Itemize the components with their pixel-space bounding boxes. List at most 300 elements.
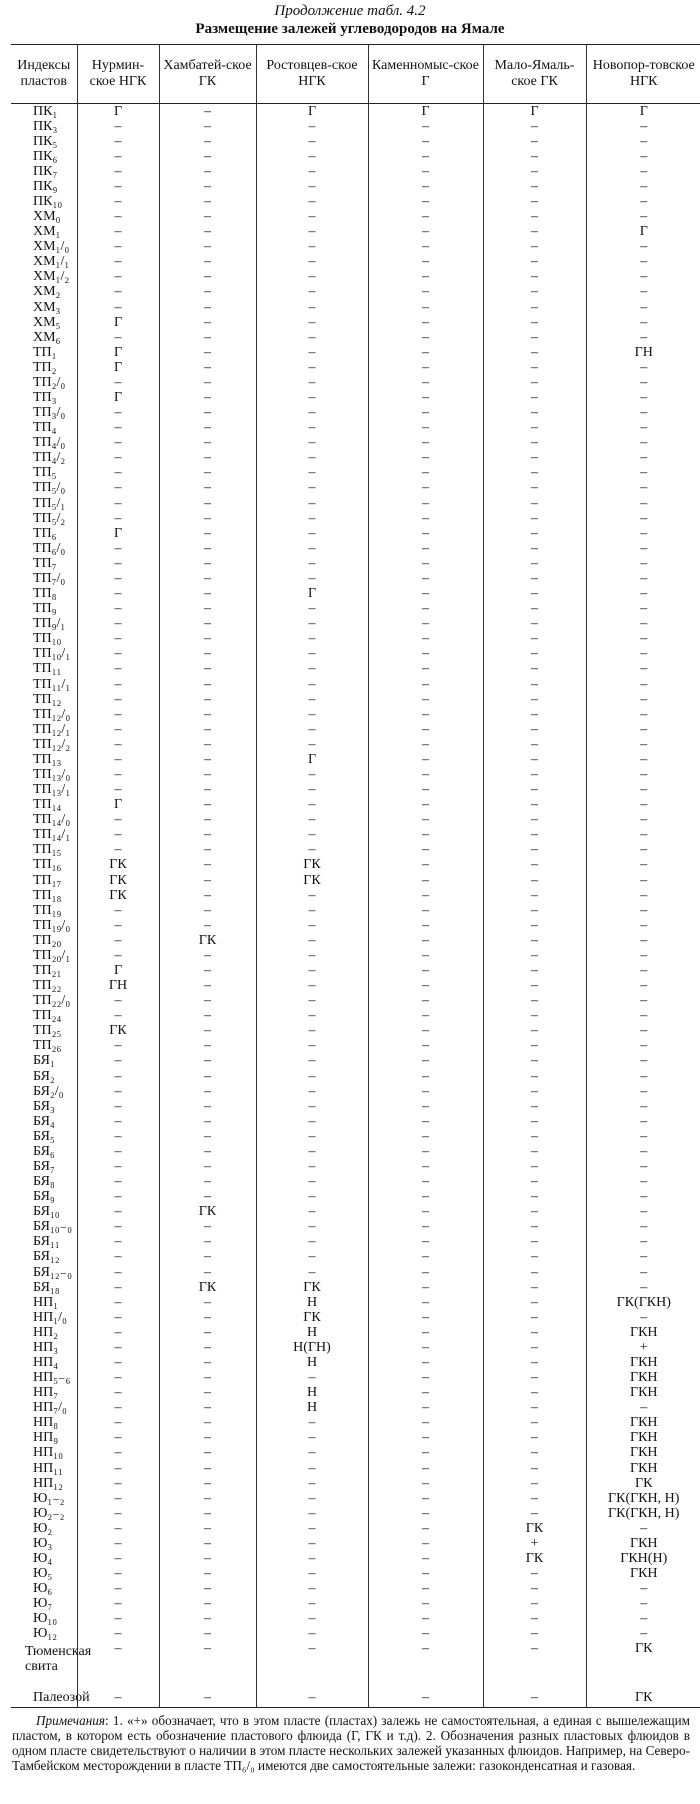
deposit-cell: –	[256, 1552, 368, 1567]
deposit-cell: –	[256, 1446, 368, 1461]
deposit-cell: –	[159, 390, 256, 405]
deposit-cell: –	[256, 164, 368, 179]
deposit-cell: –	[586, 1250, 700, 1265]
deposit-cell: –	[368, 1295, 483, 1310]
deposit-cell: –	[483, 345, 586, 360]
layer-index-cell: НП₁₀	[33, 1445, 63, 1461]
deposit-cell: –	[586, 300, 700, 315]
deposit-cell: Н	[256, 1295, 368, 1310]
layer-index-cell: Палеозой	[11, 1689, 77, 1708]
deposit-cell: –	[368, 1689, 483, 1708]
deposit-cell: –	[256, 315, 368, 330]
deposit-cell: –	[368, 1567, 483, 1582]
deposit-cell: ГК	[77, 888, 159, 903]
layer-index-cell: ХМ₁	[33, 224, 61, 240]
deposit-cell: –	[368, 1401, 483, 1416]
table-row	[11, 948, 700, 963]
deposit-cell: –	[368, 783, 483, 798]
table-row	[11, 828, 700, 843]
table-row	[11, 677, 700, 692]
deposit-cell: –	[483, 255, 586, 270]
deposit-cell: –	[256, 496, 368, 511]
deposit-cell: –	[483, 466, 586, 481]
layer-index-cell: ТП₆/₀	[33, 540, 66, 556]
deposit-cell: –	[159, 1325, 256, 1340]
table-row	[11, 104, 700, 120]
deposit-cell: Г	[77, 963, 159, 978]
deposit-cell: –	[586, 481, 700, 496]
deposit-cell: –	[256, 1144, 368, 1159]
layer-index-cell: Тюменская свита	[25, 1643, 92, 1674]
deposit-cell: –	[77, 1114, 159, 1129]
deposit-cell: –	[256, 1536, 368, 1551]
deposit-cell: –	[159, 843, 256, 858]
deposit-cell: –	[586, 979, 700, 994]
deposit-cell: –	[586, 783, 700, 798]
column-header: Ростовцев-ское НГК	[256, 45, 368, 104]
deposit-cell: –	[368, 1024, 483, 1039]
deposit-cell: –	[586, 360, 700, 375]
layer-index-cell: ТП₅	[33, 465, 57, 481]
deposit-cell: –	[368, 360, 483, 375]
deposit-cell: –	[256, 1069, 368, 1084]
deposit-cell: –	[77, 1536, 159, 1551]
deposit-cell: –	[77, 918, 159, 933]
deposit-cell: –	[77, 1401, 159, 1416]
deposit-cell: –	[159, 707, 256, 722]
layer-index-cell: ТП₁₀	[33, 631, 62, 647]
deposit-cell: –	[77, 1205, 159, 1220]
deposit-cell: –	[159, 360, 256, 375]
deposit-cell: ГК	[159, 1280, 256, 1295]
deposit-cell: –	[368, 858, 483, 873]
deposit-cell: ГК	[586, 1642, 700, 1689]
layer-index-cell: ТП₂₄	[33, 1008, 62, 1024]
table-row	[11, 1476, 700, 1491]
deposit-cell: ГК	[77, 1024, 159, 1039]
table-row	[11, 888, 700, 903]
deposit-cell: –	[586, 210, 700, 225]
deposit-cell: –	[483, 421, 586, 436]
deposit-cell: –	[368, 888, 483, 903]
layer-index-cell: ТП₄/₀	[33, 435, 66, 451]
layer-index-cell: Ю₂₋₂	[33, 1505, 65, 1521]
layer-index-cell: БЯ₂/₀	[33, 1083, 64, 1099]
deposit-cell: –	[159, 828, 256, 843]
deposit-cell: –	[368, 511, 483, 526]
deposit-cell: Н	[256, 1386, 368, 1401]
table-row	[11, 1461, 700, 1476]
deposit-cell: –	[586, 602, 700, 617]
deposit-cell: –	[159, 421, 256, 436]
table-row	[11, 1446, 700, 1461]
deposit-cell: –	[483, 692, 586, 707]
deposit-cell: –	[159, 647, 256, 662]
deposit-cell: –	[368, 225, 483, 240]
deposit-cell: –	[77, 1491, 159, 1506]
deposit-cell: –	[368, 421, 483, 436]
table-row	[11, 722, 700, 737]
deposit-cell: –	[586, 119, 700, 134]
deposit-cell: –	[159, 194, 256, 209]
layer-index-cell: БЯ₄	[33, 1113, 55, 1129]
table-title: Размещение залежей углеводородов на Ямале	[195, 21, 505, 37]
deposit-cell: Н(ГН)	[256, 1340, 368, 1355]
column-header: Новопор-товское НГК	[586, 45, 700, 104]
deposit-cell: –	[483, 963, 586, 978]
deposit-cell: –	[256, 994, 368, 1009]
deposit-cell: –	[368, 632, 483, 647]
deposit-cell: –	[368, 1340, 483, 1355]
deposit-cell: –	[159, 1597, 256, 1612]
deposit-cell: –	[586, 1159, 700, 1174]
layer-index-cell: ТП₂₂/₀	[33, 993, 71, 1009]
deposit-cell: –	[483, 888, 586, 903]
layer-index-cell: ХМ₅	[33, 314, 61, 330]
table-row	[11, 164, 700, 179]
layer-index-cell: НП₈	[33, 1415, 59, 1431]
layer-index-cell: ХМ₁/₁	[33, 254, 70, 270]
deposit-cell: –	[159, 541, 256, 556]
deposit-cell: –	[368, 662, 483, 677]
deposit-cell: –	[586, 632, 700, 647]
deposit-cell: –	[159, 617, 256, 632]
deposit-cell: –	[77, 602, 159, 617]
table-row	[11, 1220, 700, 1235]
deposit-cell: –	[483, 406, 586, 421]
deposit-cell: –	[586, 390, 700, 405]
table-row	[11, 1689, 700, 1708]
deposit-cell: –	[256, 194, 368, 209]
table-row	[11, 1295, 700, 1310]
table-row	[11, 1039, 700, 1054]
deposit-cell: –	[77, 767, 159, 782]
deposit-cell: ГК	[256, 1280, 368, 1295]
deposit-cell: –	[483, 571, 586, 586]
table-row	[11, 873, 700, 888]
deposit-cell: –	[368, 1009, 483, 1024]
deposit-cell: ГК	[483, 1552, 586, 1567]
deposit-cell: –	[77, 903, 159, 918]
deposit-cell: –	[368, 828, 483, 843]
deposit-cell: –	[483, 451, 586, 466]
layer-index-cell: Ю₅	[33, 1566, 53, 1582]
deposit-cell: –	[256, 511, 368, 526]
layer-index-cell: ТП₇	[33, 555, 57, 571]
layer-index-cell: ТП₃	[33, 390, 57, 406]
deposit-cell: –	[368, 1446, 483, 1461]
table-row	[11, 466, 700, 481]
deposit-cell: –	[586, 1084, 700, 1099]
deposit-cell: –	[159, 918, 256, 933]
deposit-cell: –	[256, 360, 368, 375]
deposit-cell: –	[159, 1552, 256, 1567]
layer-index-cell: ПК₁₀	[33, 194, 63, 209]
layer-index-cell: ТП₂₆	[33, 1038, 62, 1054]
deposit-cell: –	[77, 1521, 159, 1536]
deposit-cell: ГКН	[586, 1371, 700, 1386]
deposit-cell: –	[368, 767, 483, 782]
layer-index-cell: БЯ₃	[33, 1098, 55, 1114]
notes-label: Примечания	[36, 1713, 105, 1728]
deposit-cell: Г	[256, 104, 368, 120]
table-row	[11, 511, 700, 526]
layer-index-cell: Ю₁₀	[33, 1611, 58, 1627]
deposit-cell: –	[483, 481, 586, 496]
deposit-cell: –	[256, 602, 368, 617]
deposit-cell: –	[256, 466, 368, 481]
layer-index-cell: БЯ₁₀₋₀	[33, 1219, 72, 1235]
layer-index-cell: НП₇/₀	[33, 1400, 67, 1416]
layer-index-cell: БЯ₂	[33, 1068, 55, 1084]
deposit-cell: ГКН(Н)	[586, 1552, 700, 1567]
layer-index-cell: ТП₁₃/₀	[33, 766, 71, 782]
deposit-cell: –	[256, 225, 368, 240]
deposit-cell: –	[368, 406, 483, 421]
deposit-cell: –	[77, 1642, 159, 1689]
deposit-cell: –	[77, 1159, 159, 1174]
table-row	[11, 1612, 700, 1627]
deposit-cell: –	[159, 1536, 256, 1551]
layer-index-cell: НП₃	[33, 1339, 59, 1355]
deposit-cell: –	[368, 1506, 483, 1521]
table-row	[11, 632, 700, 647]
deposit-cell: –	[368, 1069, 483, 1084]
deposit-cell: –	[483, 1190, 586, 1205]
deposit-cell: Г	[256, 587, 368, 602]
deposit-cell: –	[483, 541, 586, 556]
deposit-cell: –	[256, 345, 368, 360]
deposit-cell: –	[586, 541, 700, 556]
deposit-cell: Г	[483, 104, 586, 120]
deposit-cell: –	[586, 1144, 700, 1159]
deposit-cell: –	[159, 451, 256, 466]
layer-index-cell: ТП₂₀	[33, 932, 62, 948]
deposit-cell: –	[256, 1220, 368, 1235]
deposit-cell: ГКН	[586, 1416, 700, 1431]
deposit-cell: –	[483, 602, 586, 617]
table-row	[11, 1371, 700, 1386]
deposit-cell: –	[159, 1521, 256, 1536]
table-row	[11, 1099, 700, 1114]
deposit-cell: –	[368, 587, 483, 602]
deposit-cell: –	[368, 1612, 483, 1627]
deposit-cell: –	[159, 587, 256, 602]
deposit-cell: Г	[77, 390, 159, 405]
deposit-cell: –	[256, 255, 368, 270]
layer-index-cell: НП₇	[33, 1385, 59, 1401]
deposit-cell: –	[368, 1220, 483, 1235]
deposit-cell: –	[256, 556, 368, 571]
deposit-cell: ГК(ГКН)	[586, 1295, 700, 1310]
deposit-cell: –	[368, 994, 483, 1009]
deposit-cell: –	[483, 556, 586, 571]
deposit-cell: –	[159, 662, 256, 677]
deposit-cell: –	[256, 1476, 368, 1491]
table-row	[11, 1129, 700, 1144]
layer-index-cell: ПК₃	[33, 118, 58, 134]
deposit-cell: –	[77, 707, 159, 722]
deposit-cell: –	[368, 813, 483, 828]
deposit-cell: –	[77, 134, 159, 149]
table-row	[11, 255, 700, 270]
deposit-cell: –	[586, 843, 700, 858]
deposit-cell: –	[586, 1265, 700, 1280]
deposit-cell: –	[586, 1099, 700, 1114]
layer-index-cell: ТП₂₀/₁	[33, 947, 71, 963]
deposit-cell: –	[368, 963, 483, 978]
deposit-cell: –	[586, 496, 700, 511]
layer-index-cell: ТП₅/₂	[33, 510, 66, 526]
deposit-cell: –	[159, 1114, 256, 1129]
deposit-cell: Г	[77, 345, 159, 360]
deposit-cell: –	[159, 1265, 256, 1280]
deposit-cell: –	[77, 948, 159, 963]
deposit-cell: –	[159, 1220, 256, 1235]
column-header: Индексы пластов	[11, 45, 77, 104]
deposit-cell: –	[256, 1159, 368, 1174]
deposit-cell: –	[256, 571, 368, 586]
deposit-cell: –	[77, 1325, 159, 1340]
deposit-cell: ГК	[483, 1521, 586, 1536]
deposit-cell: –	[256, 1190, 368, 1205]
table-row	[11, 1552, 700, 1567]
layer-index-cell: ТП₁₂/₂	[33, 736, 71, 752]
layer-index-cell: ТП₁₉/₀	[33, 917, 71, 933]
deposit-cell: +	[483, 1536, 586, 1551]
layer-index-cell: Ю₃	[33, 1535, 53, 1551]
deposit-cell: –	[483, 330, 586, 345]
deposit-cell: –	[77, 1627, 159, 1642]
deposit-cell: –	[159, 813, 256, 828]
deposit-cell: –	[368, 1642, 483, 1689]
table-row	[11, 496, 700, 511]
layer-index-cell: БЯ₅	[33, 1128, 55, 1144]
deposit-cell: –	[256, 888, 368, 903]
deposit-cell: –	[368, 466, 483, 481]
deposit-cell: –	[483, 918, 586, 933]
deposit-cell: –	[77, 1340, 159, 1355]
table-row	[11, 692, 700, 707]
deposit-cell: –	[77, 240, 159, 255]
deposit-cell: –	[256, 526, 368, 541]
deposit-cell: –	[368, 390, 483, 405]
deposit-cell: –	[256, 1431, 368, 1446]
layer-index-cell: БЯ₁₂₋₀	[33, 1264, 72, 1280]
deposit-cell: –	[159, 1159, 256, 1174]
deposit-cell: –	[586, 1039, 700, 1054]
deposit-cell: –	[483, 1325, 586, 1340]
deposit-cell: –	[483, 722, 586, 737]
deposit-cell: –	[256, 1084, 368, 1099]
deposit-cell: –	[586, 1205, 700, 1220]
deposit-cell: –	[368, 602, 483, 617]
deposit-cell: –	[77, 1310, 159, 1325]
deposit-cell: –	[256, 1491, 368, 1506]
deposit-cell: ГК	[159, 933, 256, 948]
deposit-cell: –	[159, 737, 256, 752]
deposit-cell: –	[368, 496, 483, 511]
layer-index-cell: ТП₁	[33, 344, 57, 360]
deposit-cell: –	[159, 602, 256, 617]
deposit-cell: –	[159, 1084, 256, 1099]
deposit-cell: –	[368, 240, 483, 255]
layer-index-cell: БЯ₆	[33, 1143, 55, 1159]
deposit-cell: –	[483, 767, 586, 782]
deposit-cell: –	[77, 662, 159, 677]
table-row	[11, 647, 700, 662]
table-row	[11, 1280, 700, 1295]
deposit-cell: –	[586, 194, 700, 209]
deposit-cell: –	[159, 1612, 256, 1627]
deposit-cell: –	[77, 1567, 159, 1582]
deposit-cell: –	[368, 285, 483, 300]
layer-index-cell: Ю₄	[33, 1551, 53, 1567]
deposit-cell: –	[159, 1129, 256, 1144]
deposit-cell: –	[368, 451, 483, 466]
deposit-cell: –	[77, 421, 159, 436]
table-row	[11, 406, 700, 421]
deposit-cell: –	[77, 1129, 159, 1144]
deposit-cell: –	[483, 737, 586, 752]
deposit-cell: –	[586, 1521, 700, 1536]
deposit-cell: –	[256, 270, 368, 285]
layer-index-cell: ТП₁₂	[33, 691, 62, 707]
layer-index-cell: ТП₁₂/₁	[33, 721, 71, 737]
deposit-cell: –	[256, 1250, 368, 1265]
deposit-cell: –	[159, 375, 256, 390]
deposit-cell: ГК(ГКН, Н)	[586, 1506, 700, 1521]
deposit-cell: –	[483, 1280, 586, 1295]
deposit-cell: –	[256, 798, 368, 813]
table-row	[11, 1054, 700, 1069]
deposit-cell: –	[77, 496, 159, 511]
deposit-cell: –	[77, 1265, 159, 1280]
table-row	[11, 1144, 700, 1159]
deposit-cell: –	[159, 1190, 256, 1205]
layer-index-cell: ХМ₁/₀	[33, 239, 70, 255]
deposit-cell: –	[483, 1416, 586, 1431]
deposit-cell: –	[77, 692, 159, 707]
deposit-cell: –	[483, 783, 586, 798]
layer-index-cell: ТП₁₂/₀	[33, 706, 71, 722]
deposit-cell: –	[368, 315, 483, 330]
table-notes	[12, 1713, 690, 1773]
deposit-cell: –	[586, 255, 700, 270]
layer-index-cell: ТП₁₄	[33, 797, 62, 813]
deposit-cell: –	[256, 134, 368, 149]
deposit-cell: –	[483, 1506, 586, 1521]
deposit-cell: –	[77, 1175, 159, 1190]
deposit-cell: –	[77, 210, 159, 225]
deposit-cell: –	[483, 285, 586, 300]
deposit-cell: –	[483, 1265, 586, 1280]
deposit-cell: –	[586, 1612, 700, 1627]
layer-index-cell: ПК₆	[33, 148, 58, 164]
deposit-cell: –	[368, 119, 483, 134]
deposit-cell: –	[159, 571, 256, 586]
deposit-cell: –	[256, 1689, 368, 1708]
layer-index-cell: БЯ₇	[33, 1159, 55, 1174]
deposit-cell: –	[483, 1039, 586, 1054]
deposit-cell: –	[159, 496, 256, 511]
table-row	[11, 1265, 700, 1280]
layer-index-cell: БЯ₁₁	[33, 1234, 60, 1250]
deposit-cell: –	[586, 677, 700, 692]
deposit-cell: Н	[256, 1355, 368, 1370]
table-row	[11, 451, 700, 466]
deposit-cell: –	[368, 1265, 483, 1280]
